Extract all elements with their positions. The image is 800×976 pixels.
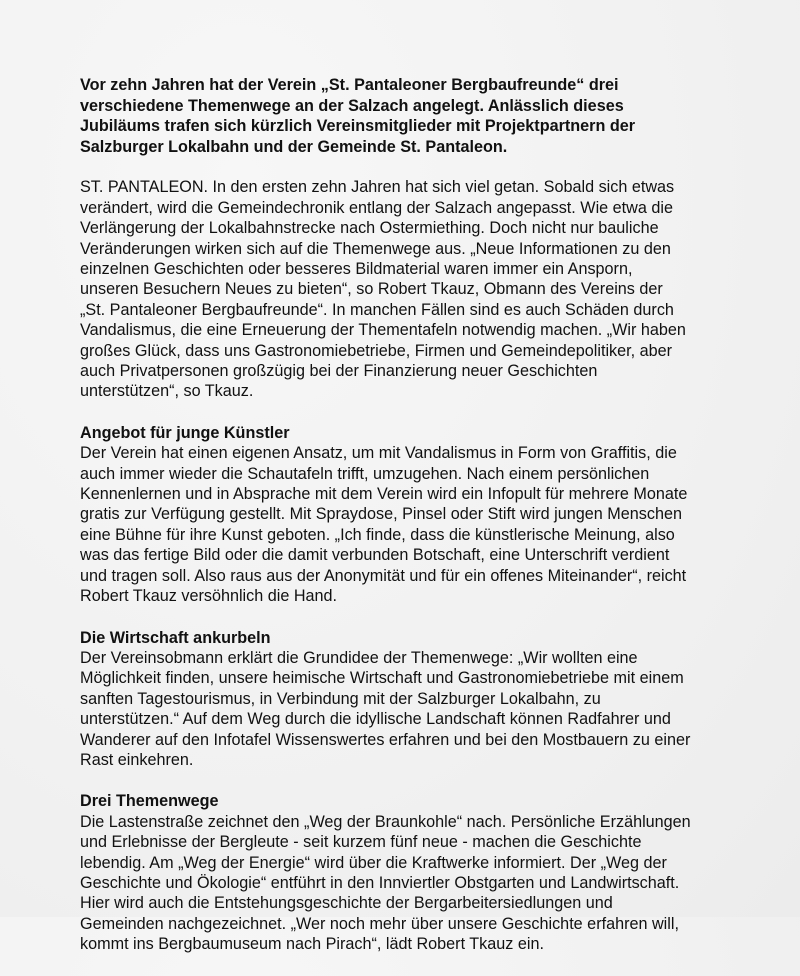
section-heading: Angebot für junge Künstler xyxy=(80,423,290,442)
body-line: auch Privatpersonen großzügig bei der Finanzierung neuer Geschichten xyxy=(80,362,598,381)
section-junge-kuenstler xyxy=(80,423,795,607)
intro-paragraph xyxy=(80,177,795,401)
body-line: unseren Besuchern Neues zu bieten“, so Robert Tkauz, Obmann des Vereins der xyxy=(80,280,663,299)
body-line: unterstützen“, so Tkauz. xyxy=(80,382,254,401)
body-line: Gemeinden nachgezeichnet. „Wer noch mehr über unsere Geschichte erfahren will, xyxy=(80,914,679,933)
body-line: Wanderer auf den Infotafel Wissenswertes erfahren und bei den Mostbauern zu einer xyxy=(80,730,691,749)
body-line: und Erlebnisse der Bergleute - seit kurzem fünf neue - machen die Geschichte xyxy=(80,833,642,852)
section-heading: Drei Themenwege xyxy=(80,792,219,811)
section-drei-themenwege xyxy=(80,791,795,954)
article-lead xyxy=(80,75,795,157)
body-line: gratis zur Verfügung gestellt. Mit Spraydose, Pinsel oder Stift wird jungen Menschen xyxy=(80,505,682,524)
body-line: und tragen soll. Also raus aus der Anonymität und für ein offenes Miteinander“, reicht xyxy=(80,566,687,585)
body-line: Kennenlernen und in Absprache mit dem Verein wird ein Infopult für mehrere Monate xyxy=(80,485,688,504)
body-line: Der Vereinsobmann erklärt die Grundidee der Themenwege: „Wir wollten eine xyxy=(80,648,638,667)
scanned-article-page xyxy=(80,75,795,976)
lead-line: Salzburger Lokalbahn und der Gemeinde St. Pantaleon. xyxy=(80,137,508,156)
body-line: Der Verein hat einen eigenen Ansatz, um mit Vandalismus in Form von Graffitis, die xyxy=(80,444,677,463)
body-line: eine Bühne für ihre Kunst geboten. „Ich finde, dass die künstlerische Meinung, also xyxy=(80,525,675,544)
body-line: kommt ins Bergbaumuseum nach Pirach“, lädt Robert Tkauz ein. xyxy=(80,935,544,954)
body-line: einzelnen Geschichten oder besseres Bildmaterial waren immer ein Ansporn, xyxy=(80,260,633,278)
body-line: Hier wird auch die Entstehungsgeschichte der Bergarbeitersiedlungen und xyxy=(80,894,613,913)
body-line: Die Lastenstraße zeichnet den „Weg der Braunkohle“ nach. Persönliche Erzählungen xyxy=(80,812,691,831)
body-line: „St. Pantaleoner Bergbaufreunde“. In manchen Fällen sind es auch Schäden durch xyxy=(80,300,674,319)
body-line: Veränderungen wirken sich auf die Themenwege aus. „Neue Informationen zu den xyxy=(80,239,671,258)
body-line: auch immer wieder die Schautafeln trifft, umzugehen. Nach einem persönlichen xyxy=(80,464,650,483)
body-line: großes Glück, dass uns Gastronomiebetriebe, Firmen und Gemeindepolitiker, aber xyxy=(80,341,673,360)
body-line: ST. PANTALEON. In den ersten zehn Jahren hat sich viel getan. Sobald sich etwas xyxy=(80,178,675,197)
section-wirtschaft xyxy=(80,628,795,771)
lead-line: Jubiläums trafen sich kürzlich Vereinsmitglieder mit Projektpartnern der xyxy=(80,117,636,136)
body-line: verändert, wird die Gemeindechronik entlang der Salzach angepasst. Wie etwa die xyxy=(80,198,673,217)
body-line: Verlängerung der Lokalbahnstrecke nach Ostermiething. Doch nicht nur bauliche xyxy=(80,219,659,238)
body-line: Robert Tkauz versöhnlich die Hand. xyxy=(80,587,338,606)
body-line: Vandalismus, die eine Erneuerung der Thementafeln notwendig machen. „Wir haben xyxy=(80,321,686,340)
lead-line: verschiedene Themenwege an der Salzach angelegt. Anlässlich dieses xyxy=(80,96,624,115)
body-line: Rast einkehren. xyxy=(80,750,194,769)
body-line: unterstützen.“ Auf dem Weg durch die idyllische Landschaft können Radfahrer und xyxy=(80,710,671,729)
body-line: sanften Tagestourismus, in Verbindung mit der Salzburger Lokalbahn, zu xyxy=(80,689,601,708)
section-heading: Die Wirtschaft ankurbeln xyxy=(80,628,271,647)
body-line: Geschichte und Ökologie“ entführt in den Innviertler Obstgarten und Landwirtschaft. xyxy=(80,873,680,892)
body-line: Möglichkeit finden, unsere heimische Wirtschaft und Gastronomiebetriebe mit einem xyxy=(80,669,684,688)
body-line: lebendig. Am „Weg der Energie“ wird über die Kraftwerke informiert. Der „Weg der xyxy=(80,853,667,872)
lead-line: Vor zehn Jahren hat der Verein „St. Pantaleoner Bergbaufreunde“ drei xyxy=(80,76,619,94)
body-line: was das fertige Bild oder die damit verbunden Botschaft, eine Unterschrift verdient xyxy=(80,546,670,565)
